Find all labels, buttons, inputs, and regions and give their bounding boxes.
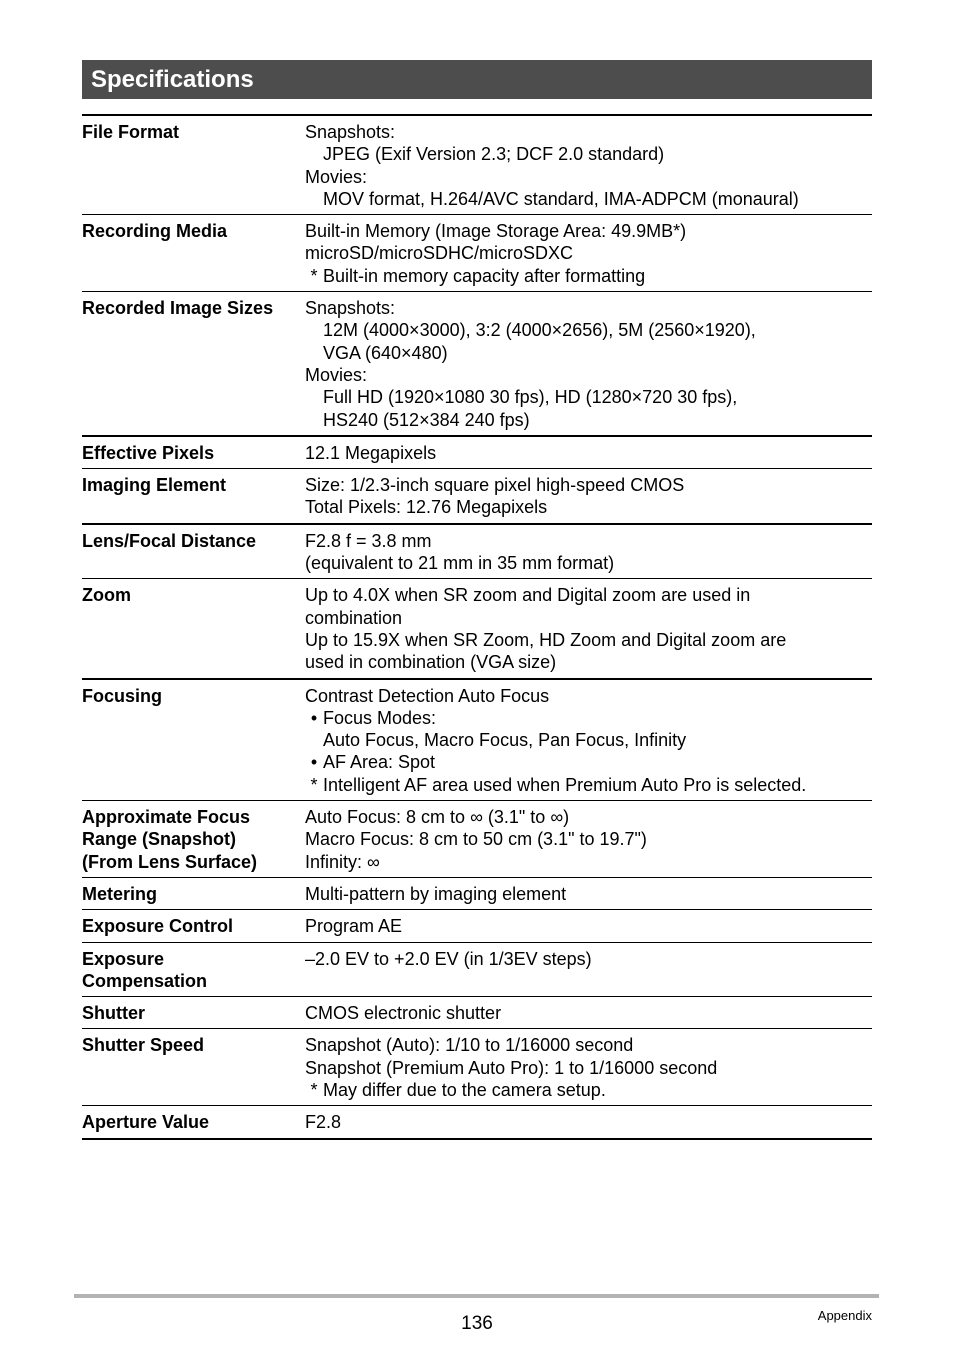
spec-value-line [305, 552, 872, 574]
spec-value-text: used in combination (VGA size) [305, 652, 557, 673]
spec-value [305, 806, 872, 873]
spec-value-line [305, 584, 872, 606]
page-title: Specifications [91, 66, 254, 93]
spec-label: Lens/Focal Distance [82, 530, 257, 551]
spec-value-text: combination [305, 607, 403, 628]
spec-label: Recording Media [82, 221, 228, 242]
spec-value-line [305, 915, 872, 937]
specifications-table [82, 114, 872, 1140]
spec-label [82, 948, 305, 993]
spec-value-text: –2.0 EV to +2.0 EV (in 1/3EV steps) [305, 948, 592, 969]
page-number: 136 [461, 1313, 493, 1334]
spec-value-text: Snapshots: [305, 122, 396, 142]
spec-value-line [305, 188, 872, 210]
spec-value-line [305, 1002, 872, 1024]
spec-row [82, 116, 872, 215]
spec-value-line [305, 474, 872, 496]
spec-value-line [305, 409, 872, 431]
spec-row [82, 292, 872, 437]
spec-value [305, 297, 872, 431]
spec-value-text: Snapshot (Premium Auto Pro): 1 to 1/16000 second [305, 1057, 718, 1078]
spec-value [305, 1111, 872, 1133]
spec-value-line [305, 166, 872, 188]
spec-value-line [305, 530, 872, 552]
spec-value-text: May differ due to the camera setup. [323, 1079, 606, 1100]
asterisk-note-marker: * [310, 265, 318, 286]
spec-value-line [305, 806, 872, 828]
spec-value-text: Auto Focus, Macro Focus, Pan Focus, Infinity [323, 730, 687, 751]
spec-value-line [305, 297, 872, 319]
spec-value-line [305, 386, 872, 408]
spec-label-line: Approximate Focus [82, 807, 251, 828]
spec-value [305, 883, 872, 905]
spec-row [82, 910, 872, 942]
spec-value-line [305, 1057, 872, 1079]
spec-value-text: microSD/microSDHC/microSDXC [305, 243, 574, 264]
spec-value-text: Size: 1/2.3-inch square pixel high-speed CMOS [305, 475, 685, 496]
spec-label: Effective Pixels [82, 442, 215, 463]
spec-value-line [305, 707, 872, 729]
spec-value [305, 474, 872, 519]
spec-value-text: Snapshots: [305, 298, 396, 319]
spec-value-text: 12.1 Megapixels [305, 442, 437, 463]
spec-value-line [305, 1079, 872, 1101]
spec-label: Shutter Speed [82, 1035, 205, 1056]
spec-value-line [305, 342, 872, 364]
spec-value-text: Total Pixels: 12.76 Megapixels [305, 497, 548, 518]
spec-value-text: (equivalent to 21 mm in 35 mm format) [305, 553, 615, 574]
spec-value-text: Up to 15.9X when SR Zoom, HD Zoom and Digital zoom are [305, 629, 787, 650]
spec-value-text: F2.8 f = 3.8 mm [305, 530, 432, 551]
bullet-icon: • [310, 707, 318, 728]
footer-section-name: Appendix [817, 1308, 872, 1323]
spec-label: Metering [82, 883, 158, 904]
spec-value-text: Macro Focus: 8 cm to 50 cm (3.1" to 19.7") [305, 829, 647, 850]
spec-value [305, 530, 872, 575]
asterisk-note-marker: * [310, 774, 318, 795]
spec-value-line [305, 774, 872, 796]
spec-label: Zoom [82, 585, 131, 606]
spec-value [305, 1034, 872, 1101]
spec-value-text: F2.8 [305, 1112, 342, 1133]
spec-value [305, 948, 872, 993]
spec-value-text: Movies: [305, 364, 368, 385]
spec-row [82, 801, 872, 878]
spec-value [305, 915, 872, 937]
spec-label: Shutter [82, 1003, 145, 1024]
spec-value-line [305, 948, 872, 970]
spec-value-line [305, 629, 872, 651]
spec-label-line: Compensation [82, 970, 208, 991]
footer-divider [74, 1294, 879, 1298]
spec-row [82, 215, 872, 292]
spec-label-line: Range (Snapshot) [82, 829, 237, 850]
spec-value [305, 1002, 872, 1024]
spec-value-line [305, 265, 872, 287]
spec-value-text: Program AE [305, 916, 403, 937]
spec-value-line [305, 651, 872, 673]
spec-value [305, 220, 872, 287]
spec-value [305, 442, 872, 464]
spec-value-text: Multi-pattern by imaging element [305, 883, 567, 904]
spec-row [82, 437, 872, 469]
spec-value-text: Movies: [305, 166, 368, 187]
spec-value-text: Focus Modes: [323, 707, 437, 728]
spec-value-text: VGA (640×480) [323, 342, 448, 363]
spec-value-text: Infinity: ∞ [305, 851, 380, 872]
spec-value-line [305, 242, 872, 264]
spec-row [82, 469, 872, 525]
spec-value-line [305, 143, 872, 165]
spec-label-line: (From Lens Surface) [82, 851, 258, 872]
spec-value-line [305, 1034, 872, 1056]
spec-label [82, 806, 305, 873]
spec-value-text: JPEG (Exif Version 2.3; DCF 2.0 standard) [323, 144, 665, 165]
spec-value-text: MOV format, H.264/AVC standard, IMA-ADPCM (monaural) [323, 188, 799, 209]
spec-value-text: Intelligent AF area used when Premium Auto Pro is selected. [323, 774, 807, 795]
spec-value-line [305, 883, 872, 905]
spec-row [82, 680, 872, 801]
spec-value-text: CMOS electronic shutter [305, 1003, 502, 1024]
spec-value-line [305, 364, 872, 386]
spec-value-text: Contrast Detection Auto Focus [305, 685, 550, 706]
spec-value [305, 121, 872, 210]
spec-value-line [305, 751, 872, 773]
spec-row [82, 579, 872, 679]
spec-value [305, 685, 872, 796]
spec-row [82, 1029, 872, 1106]
spec-value-text: HS240 (512×384 240 fps) [323, 409, 530, 430]
spec-label: Recorded Image Sizes [82, 298, 274, 319]
spec-value-line [305, 685, 872, 707]
spec-value-text: AF Area: Spot [323, 752, 436, 773]
spec-row [82, 997, 872, 1029]
spec-value-line [305, 496, 872, 518]
spec-label: Imaging Element [82, 475, 227, 496]
spec-value-line [305, 828, 872, 850]
spec-value-line [305, 442, 872, 464]
spec-row [82, 525, 872, 580]
spec-label: Aperture Value [82, 1112, 210, 1133]
spec-label: Exposure Control [82, 916, 234, 937]
spec-value-text: Snapshot (Auto): 1/10 to 1/16000 second [305, 1035, 634, 1056]
spec-label-line: Exposure [82, 948, 165, 969]
spec-row [82, 878, 872, 910]
spec-value-text: Auto Focus: 8 cm to ∞ (3.1" to ∞) [305, 807, 570, 828]
asterisk-note-marker: * [310, 1079, 318, 1100]
spec-label: File Format [82, 122, 180, 142]
spec-value-text: Built-in Memory (Image Storage Area: 49.9MB*) [305, 221, 687, 242]
spec-value-line [305, 121, 872, 143]
spec-value-text: Built-in memory capacity after formatting [323, 265, 646, 286]
spec-value-text: Full HD (1920×1080 30 fps), HD (1280×720 30 fps), [323, 387, 738, 408]
spec-value-line [305, 729, 872, 751]
spec-value-line [305, 1111, 872, 1133]
spec-value [305, 584, 872, 673]
spec-value-line [305, 607, 872, 629]
bullet-icon: • [310, 752, 318, 773]
spec-value-line [305, 319, 872, 341]
spec-row [82, 943, 872, 998]
spec-label: Focusing [82, 685, 162, 706]
spec-value-line [305, 851, 872, 873]
section-header-bar [82, 60, 872, 99]
spec-value-line [305, 220, 872, 242]
spec-row [82, 1106, 872, 1139]
spec-value-text: Up to 4.0X when SR zoom and Digital zoom are used in [305, 585, 751, 606]
spec-value-text: 12M (4000×3000), 3:2 (4000×2656), 5M (2560×1920), [323, 320, 756, 341]
